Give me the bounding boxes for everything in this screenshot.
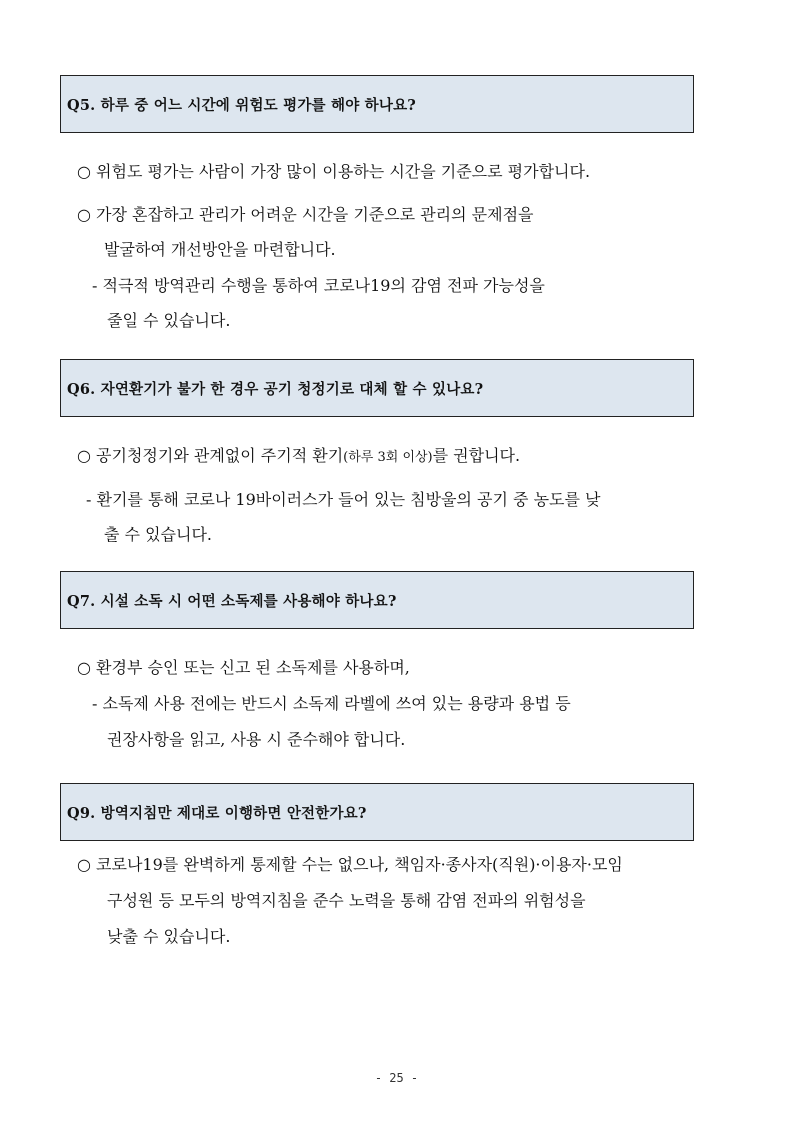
- answer-subline: - 환기를 통해 코로나 19바이러스가 들어 있는 침방울의 공기 중 농도를 낮: [86, 490, 601, 509]
- question-box-q5: [60, 75, 694, 133]
- question-box-q6: [60, 359, 694, 417]
- answer-subline: 출 수 있습니다.: [104, 525, 212, 544]
- page-number: - 25 -: [374, 1071, 419, 1085]
- question-title-q6: Q6. 자연환기가 불가 한 경우 공기 청정기로 대체 할 수 있나요?: [67, 380, 484, 398]
- question-title-q5: Q5. 하루 중 어느 시간에 위험도 평가를 해야 하나요?: [67, 96, 416, 114]
- answer-subline: 권장사항을 읽고, 사용 시 준수해야 합니다.: [107, 730, 406, 749]
- question-box-q7: [60, 571, 694, 629]
- answer-line: 낮출 수 있습니다.: [107, 927, 231, 946]
- answer-line: ○ 코로나19를 완벽하게 통제할 수는 없으나, 책임자·종사자(직원)·이용자·모임: [77, 855, 623, 874]
- answer-note: (하루 3회 이상): [343, 450, 433, 465]
- answer-line: 발굴하여 개선방안을 마련합니다.: [104, 240, 336, 259]
- answer-line: [77, 446, 520, 468]
- answer-text: ○ 공기청정기와 관계없이 주기적 환기: [77, 446, 344, 465]
- answer-subline: - 적극적 방역관리 수행을 통하여 코로나19의 감염 전파 가능성을: [92, 276, 545, 295]
- answer-line: ○ 환경부 승인 또는 신고 된 소독제를 사용하며,: [77, 658, 410, 677]
- answer-text: 를 권합니다.: [432, 446, 521, 465]
- question-box-q9: [60, 783, 694, 841]
- answer-subline: 줄일 수 있습니다.: [107, 311, 231, 330]
- answer-subline: - 소독제 사용 전에는 반드시 소독제 라벨에 쓰여 있는 용량과 용법 등: [92, 694, 571, 713]
- question-title-q7: Q7. 시설 소독 시 어떤 소독제를 사용해야 하나요?: [67, 592, 397, 610]
- answer-line: ○ 가장 혼잡하고 관리가 어려운 시간을 기준으로 관리의 문제점을: [77, 205, 534, 224]
- answer-line: ○ 위험도 평가는 사람이 가장 많이 이용하는 시간을 기준으로 평가합니다.: [77, 162, 591, 181]
- answer-line: 구성원 등 모두의 방역지침을 준수 노력을 통해 감염 전파의 위험성을: [107, 891, 586, 910]
- question-title-q9: Q9. 방역지침만 제대로 이행하면 안전한가요?: [67, 804, 367, 822]
